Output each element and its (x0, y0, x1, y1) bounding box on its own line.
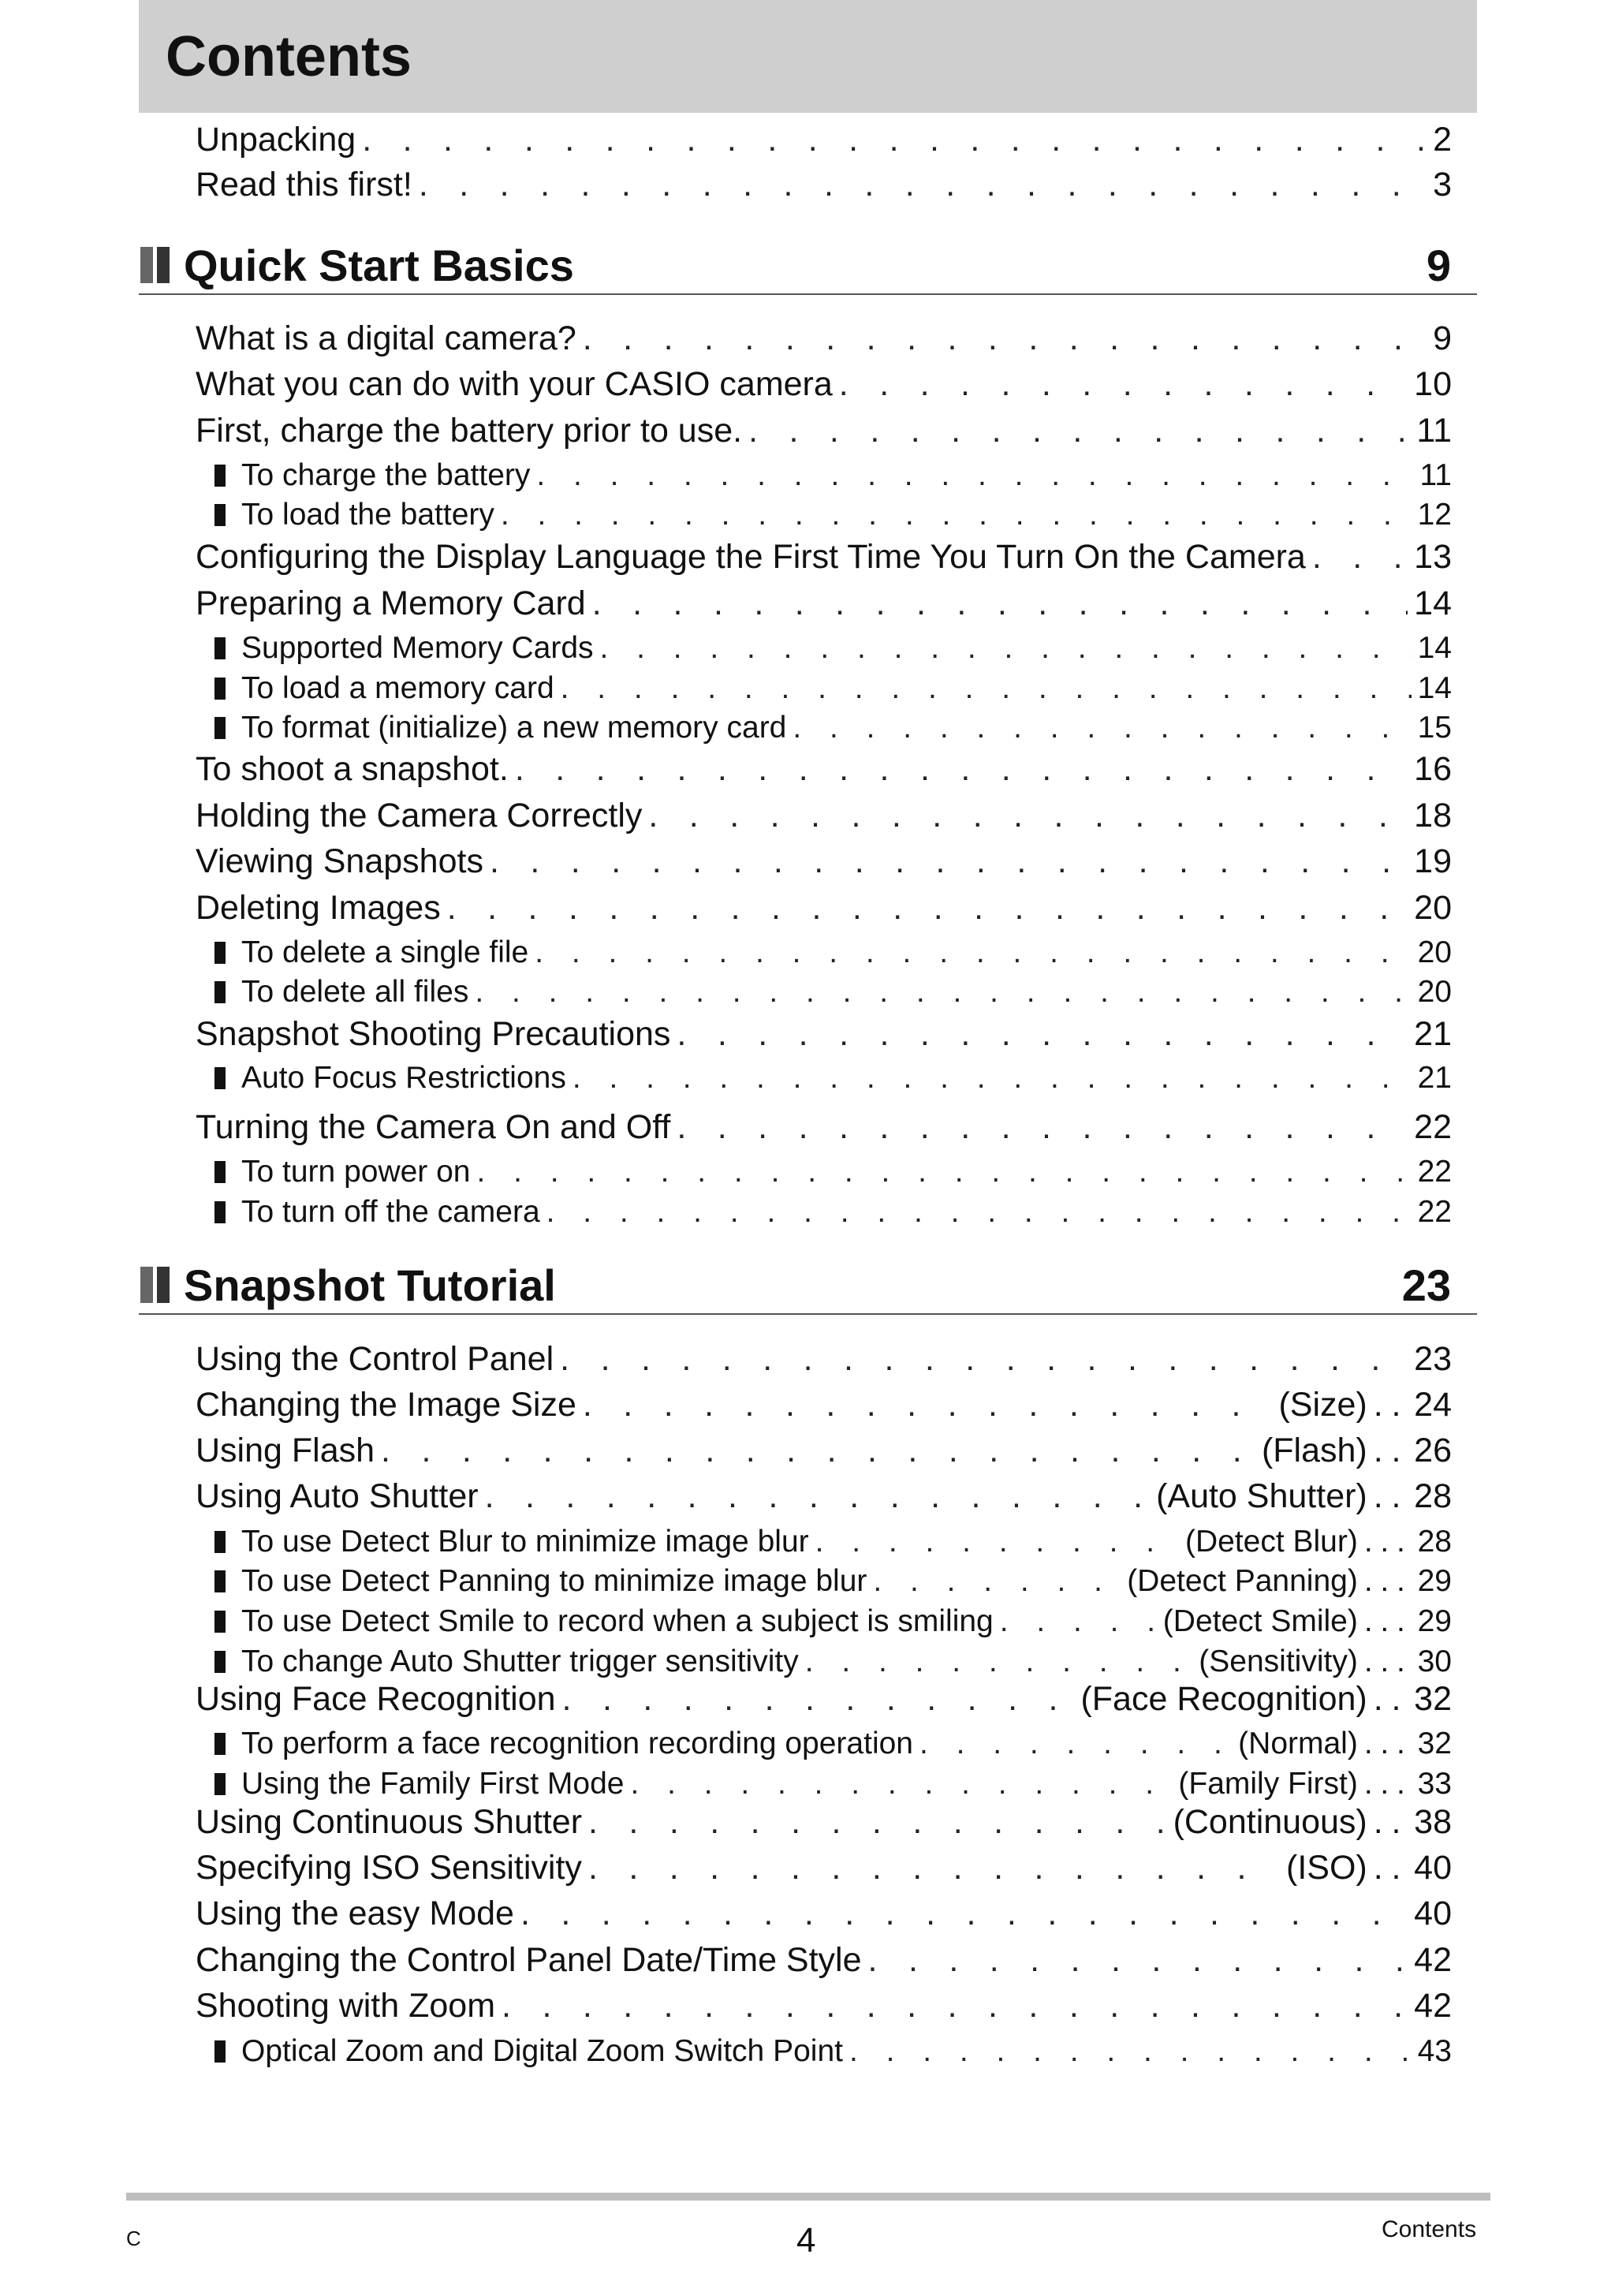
toc-entry-page: 40 (1414, 1849, 1452, 1887)
toc-entry-page: 14 (1414, 584, 1452, 622)
bullet-square-icon (214, 1733, 226, 1755)
toc-entry-title: Holding the Camera Correctly (196, 797, 643, 834)
dot-leader (849, 2031, 1412, 2071)
toc-entry-title: Using Continuous Shutter (196, 1803, 583, 1841)
toc-entry-title: To format (initialize) a new memory card (241, 711, 787, 745)
toc-entry-title: Configuring the Display Language the First Time You Turn On the Camera (196, 538, 1306, 576)
toc-entry-page: 9 (1433, 319, 1452, 357)
toc-entry-page: 29 (1417, 1564, 1452, 1598)
toc-entry[interactable] (196, 746, 1452, 792)
dot-leader (1000, 1601, 1157, 1641)
bullet-square-icon (214, 942, 226, 964)
dot-leader (362, 117, 1427, 162)
dot-leader (588, 1845, 1280, 1891)
bullet-square-icon (214, 1570, 226, 1592)
toc-entry-title: Changing the Image Size (196, 1386, 576, 1424)
toc-entry[interactable] (196, 1428, 1452, 1473)
bullet-square-icon (214, 2040, 226, 2063)
toc-entry-title: What is a digital camera? (196, 319, 576, 357)
toc-entry-mode: (Flash) (1261, 1432, 1367, 1469)
toc-entry-title: Shooting with Zoom (196, 1987, 496, 2025)
toc-entry[interactable] (196, 793, 1452, 838)
toc-entry-mode: (Size) (1278, 1386, 1367, 1424)
toc-entry-mode: (Detect Panning) (1127, 1564, 1358, 1598)
toc-entry-title: Specifying ISO Sensitivity (196, 1849, 582, 1887)
toc-entry-mode: (ISO) (1286, 1849, 1367, 1887)
toc-entry-title: Turning the Camera On and Off (196, 1108, 671, 1146)
toc-entry[interactable] (196, 534, 1452, 580)
toc-entry[interactable] (196, 1676, 1452, 1722)
toc-subentry[interactable] (214, 1723, 1452, 1764)
toc-entry-title: Viewing Snapshots (196, 842, 483, 880)
dot-leader (562, 1676, 1075, 1722)
toc-entry-title: To change Auto Shutter trigger sensitivity (241, 1645, 799, 1678)
section-title: Quick Start Basics (184, 240, 574, 290)
toc-entry[interactable] (196, 1104, 1452, 1150)
dot-leader (561, 668, 1412, 708)
toc-entry-title: Using the Family First Mode (241, 1767, 625, 1801)
toc-entry-page: 32 (1414, 1680, 1452, 1718)
dot-leader (748, 408, 1410, 454)
toc-subentry[interactable] (214, 1152, 1452, 1192)
dot-leader (630, 1764, 1172, 1804)
toc-subentry[interactable] (214, 668, 1452, 708)
dot-leader (793, 707, 1411, 748)
dot-leader: .. (1373, 1477, 1410, 1515)
dot-leader: .. (1373, 1849, 1410, 1887)
dot-leader (919, 1723, 1232, 1764)
toc-entry-title: To turn power on (241, 1155, 471, 1189)
toc-entry[interactable] (196, 1845, 1452, 1891)
toc-entry-mode: (Normal) (1238, 1727, 1358, 1760)
toc-entry-page: 3 (1433, 166, 1452, 203)
page-title: Contents (166, 25, 412, 88)
toc-subentry[interactable] (214, 707, 1452, 748)
toc-subentry[interactable] (214, 455, 1452, 495)
dot-leader (839, 361, 1408, 407)
toc-entry-title: To load the battery (241, 498, 494, 532)
dot-leader: .. (1373, 1386, 1410, 1424)
toc-entry-title: Using Flash (196, 1432, 375, 1469)
toc-entry-title: What you can do with your CASIO camera (196, 365, 833, 403)
dot-leader (536, 455, 1413, 495)
footer-section-name: Contents (1382, 2216, 1477, 2242)
toc-entry-title: To use Detect Blur to minimize image blur (241, 1525, 809, 1559)
dot-leader: .. (1373, 1803, 1410, 1841)
dot-leader (490, 838, 1408, 884)
dot-leader (868, 1937, 1408, 1983)
toc-entry-page: 38 (1414, 1803, 1452, 1841)
toc-entry-title: Using the easy Mode (196, 1895, 514, 1932)
toc-entry[interactable] (196, 1382, 1452, 1428)
toc-entry-page: 20 (1417, 975, 1452, 1009)
dot-leader (677, 1104, 1408, 1150)
toc-subentry[interactable] (214, 628, 1452, 668)
toc-entry-page: 33 (1417, 1767, 1452, 1801)
toc-entry-title: Auto Focus Restrictions (241, 1061, 566, 1095)
bullet-square-icon (214, 1611, 226, 1633)
toc-entry-page: 32 (1417, 1727, 1452, 1760)
dot-leader: ... (1363, 1767, 1413, 1801)
section-page-number: 23 (1401, 1260, 1451, 1310)
toc-entry-page: 15 (1417, 711, 1452, 745)
dot-leader: ... (1363, 1727, 1413, 1760)
dot-leader (502, 1983, 1408, 2029)
toc-entry-page: 23 (1414, 1340, 1452, 1378)
toc-entry-title: Using Auto Shutter (196, 1477, 479, 1515)
dot-leader: .. (1373, 1680, 1410, 1718)
toc-entry-page: 16 (1414, 750, 1452, 788)
dot-leader (873, 1561, 1121, 1601)
toc-entry-page: 26 (1414, 1432, 1452, 1469)
dot-leader (648, 793, 1408, 838)
dot-leader: ... (1363, 1525, 1413, 1559)
toc-entry-title: To shoot a snapshot. (196, 750, 509, 788)
toc-entry-page: 24 (1414, 1386, 1452, 1424)
dot-leader (560, 1336, 1408, 1382)
footer-left-mark: C (126, 2227, 141, 2250)
toc-entry-page: 42 (1414, 1987, 1452, 2025)
toc-entry[interactable] (196, 1983, 1452, 2029)
bullet-square-icon (214, 1161, 226, 1183)
dot-leader (1312, 534, 1408, 580)
footer-rule (126, 2193, 1490, 2201)
toc-entry-mode: (Detect Blur) (1184, 1525, 1358, 1559)
toc-entry-page: 11 (1416, 412, 1452, 450)
dot-leader (477, 1152, 1412, 1192)
dot-leader (535, 932, 1411, 973)
toc-entry-title: Using Face Recognition (196, 1680, 556, 1718)
dot-leader (677, 1011, 1408, 1057)
toc-entry-page: 22 (1417, 1195, 1452, 1229)
toc-entry-title: Preparing a Memory Card (196, 584, 586, 622)
toc-entry[interactable] (196, 117, 1452, 162)
toc-entry-page: 18 (1414, 797, 1452, 834)
toc-subentry[interactable] (214, 2031, 1452, 2071)
dot-leader (485, 1473, 1151, 1519)
dot-leader (583, 315, 1427, 361)
dot-leader (419, 162, 1427, 207)
dot-leader (592, 581, 1408, 626)
toc-entry-title: To perform a face recognition recording operation (241, 1727, 913, 1760)
toc-entry-title: Deleting Images (196, 889, 441, 927)
toc-entry-page: 42 (1414, 1941, 1452, 1979)
dot-leader: ... (1363, 1564, 1413, 1598)
bullet-square-icon (214, 1651, 226, 1673)
toc-entry-title: To turn off the camera (241, 1195, 540, 1229)
toc-entry-page: 2 (1433, 121, 1452, 159)
toc-entry-page: 10 (1414, 365, 1452, 403)
toc-entry-title: First, charge the battery prior to use. (196, 412, 743, 450)
dot-leader (600, 628, 1412, 668)
toc-entry[interactable] (196, 838, 1452, 884)
toc-entry-mode: (Detect Smile) (1162, 1604, 1358, 1638)
bullet-square-icon (214, 1067, 226, 1089)
toc-entry-title: To load a memory card (241, 671, 554, 705)
toc-subentry[interactable] (214, 1764, 1452, 1804)
toc-entry-page: 22 (1414, 1108, 1452, 1146)
toc-entry[interactable] (196, 1799, 1452, 1845)
toc-entry-title: Unpacking (196, 121, 356, 159)
dot-leader (583, 1382, 1273, 1428)
dot-leader (447, 885, 1408, 931)
bullet-square-icon (214, 1201, 226, 1223)
bullet-square-icon (214, 981, 226, 1003)
dot-leader (815, 1521, 1179, 1562)
bullet-square-icon (214, 678, 226, 700)
toc-entry-mode: (Face Recognition) (1080, 1680, 1367, 1718)
dot-leader: .. (1373, 1432, 1410, 1469)
toc-entry[interactable] (196, 408, 1452, 454)
toc-entry[interactable] (196, 162, 1452, 207)
toc-entry[interactable] (196, 1011, 1452, 1057)
dot-leader (475, 972, 1411, 1012)
toc-entry-page: 12 (1417, 498, 1452, 532)
bullet-square-icon (214, 504, 226, 526)
toc-subentry[interactable] (214, 972, 1452, 1012)
dot-leader (573, 1058, 1412, 1098)
toc-entry[interactable] (196, 1891, 1452, 1936)
toc-entry[interactable] (196, 1937, 1452, 1983)
bullet-square-icon (214, 1531, 226, 1553)
toc-subentry[interactable] (214, 1058, 1452, 1098)
dot-leader (546, 1192, 1412, 1232)
dot-leader (501, 495, 1412, 535)
toc-entry-mode: (Family First) (1178, 1767, 1358, 1801)
dot-leader (588, 1799, 1167, 1845)
toc-entry-title: Snapshot Shooting Precautions (196, 1015, 671, 1053)
toc-entry-title: To charge the battery (241, 458, 531, 492)
toc-entry-title: To delete all files (241, 975, 469, 1009)
dot-leader (515, 746, 1408, 792)
toc-entry-page: 28 (1417, 1525, 1452, 1559)
bullet-square-icon (214, 1773, 226, 1795)
dot-leader (381, 1428, 1255, 1473)
toc-entry-page: 11 (1419, 458, 1452, 492)
toc-entry-page: 19 (1414, 842, 1452, 880)
bullet-square-icon (214, 637, 226, 659)
toc-entry-page: 43 (1417, 2034, 1452, 2068)
toc-entry[interactable] (196, 315, 1452, 361)
toc-entry-title: To delete a single file (241, 935, 529, 969)
toc-entry-mode: (Auto Shutter) (1156, 1477, 1367, 1515)
bullet-square-icon (214, 465, 226, 487)
toc-entry-mode: (Continuous) (1173, 1803, 1367, 1841)
toc-entry-page: 21 (1414, 1015, 1452, 1053)
toc-entry[interactable] (196, 581, 1452, 626)
toc-subentry[interactable] (214, 495, 1452, 535)
toc-entry-title: Using the Control Panel (196, 1340, 554, 1378)
toc-entry-page: 28 (1414, 1477, 1452, 1515)
toc-entry-page: 29 (1417, 1604, 1452, 1638)
toc-subentry[interactable] (214, 1521, 1452, 1562)
toc-subentry[interactable] (214, 1601, 1452, 1641)
toc-entry-page: 14 (1417, 671, 1452, 705)
toc-entry-title: To use Detect Panning to minimize image blur (241, 1564, 867, 1598)
toc-subentry[interactable] (214, 932, 1452, 973)
toc-entry[interactable] (196, 885, 1452, 931)
toc-entry-page: 13 (1414, 538, 1452, 576)
toc-entry[interactable] (196, 1336, 1452, 1382)
footer-page-number: 4 (796, 2221, 816, 2260)
dot-leader: ... (1363, 1645, 1413, 1678)
toc-subentry[interactable] (214, 1561, 1452, 1601)
toc-subentry[interactable] (214, 1192, 1452, 1232)
toc-entry-page: 14 (1417, 631, 1452, 665)
section-title: Snapshot Tutorial (184, 1260, 556, 1310)
bullet-square-icon (214, 717, 226, 739)
dot-leader (520, 1891, 1408, 1936)
toc-entry[interactable] (196, 1473, 1452, 1519)
toc-entry-page: 22 (1417, 1155, 1452, 1189)
section-page-number: 9 (1426, 240, 1451, 290)
toc-entry[interactable] (196, 361, 1452, 407)
toc-entry-title: Supported Memory Cards (241, 631, 594, 665)
toc-entry-page: 20 (1414, 889, 1452, 927)
toc-entry-page: 21 (1417, 1061, 1452, 1095)
toc-entry-mode: (Sensitivity) (1199, 1645, 1358, 1678)
toc-entry-title: Changing the Control Panel Date/Time Style (196, 1941, 862, 1979)
toc-entry-page: 40 (1414, 1895, 1452, 1932)
toc-entry-title: Read this first! (196, 166, 412, 203)
toc-entry-title: To use Detect Smile to record when a subject is smiling (241, 1604, 994, 1638)
dot-leader: ... (1363, 1604, 1413, 1638)
toc-entry-page: 30 (1417, 1645, 1452, 1678)
toc-entry-page: 20 (1417, 935, 1452, 969)
toc-entry-title: Optical Zoom and Digital Zoom Switch Point (241, 2034, 843, 2068)
